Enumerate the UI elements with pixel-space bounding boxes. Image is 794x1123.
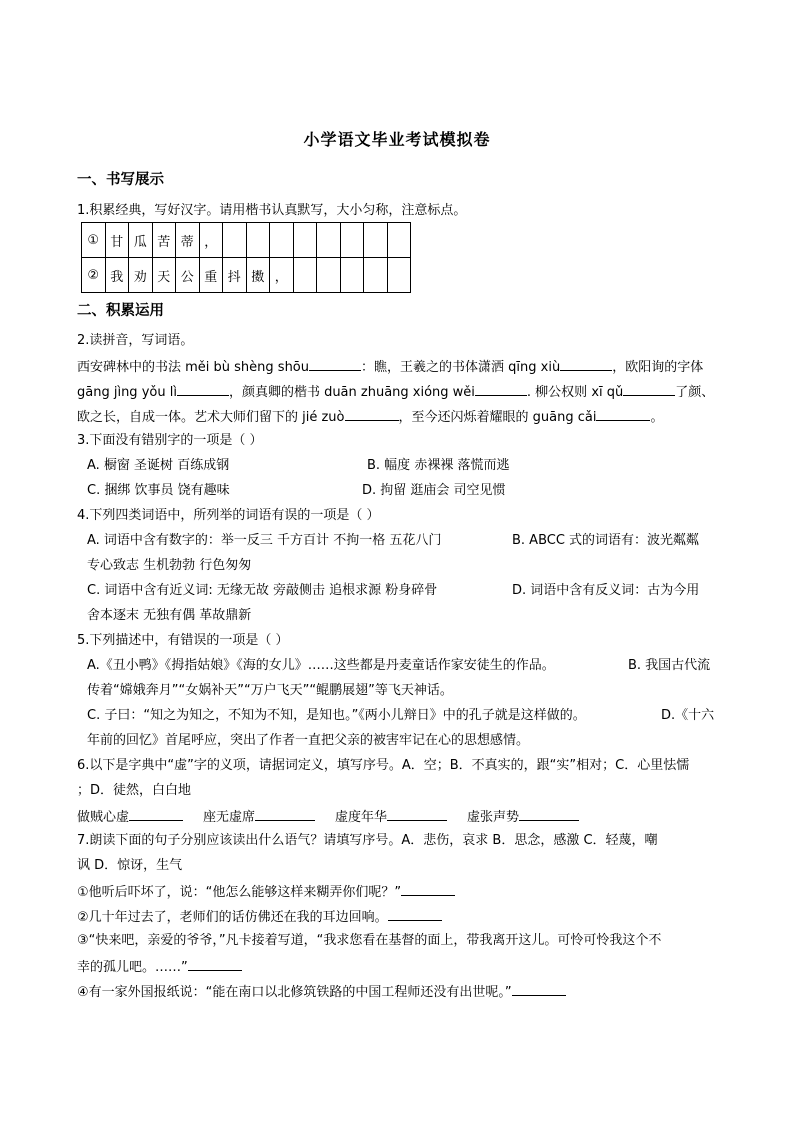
q2-line-2 [77, 381, 725, 403]
text: ，欧阳询的字体 [612, 360, 704, 375]
grid-cell[interactable] [317, 223, 341, 258]
answer-blank[interactable] [519, 806, 579, 821]
answer-blank[interactable] [129, 806, 183, 821]
grid-cell[interactable]: 抖 [223, 258, 247, 293]
grid-cell[interactable]: 擞 [246, 258, 270, 293]
text: ①他听后吓坏了，说：“他怎么能够这样来糊弄你们呢？” [77, 885, 402, 900]
q3-option-c[interactable]: C. 捆绑 饮事员 饶有趣味 [87, 483, 230, 498]
q6-prompt-cont: ；D．徒然，白白地 [77, 783, 192, 798]
text: ②几十年过去了，老师们的话仿佛还在我的耳边回响。 [77, 910, 388, 925]
text: gāng jìng yǒu lì [77, 385, 177, 400]
q4-option-b[interactable]: B. ABCC 式的词语有：波光粼粼 [512, 533, 700, 548]
grid-cell[interactable]: 蒂 [176, 223, 200, 258]
writing-grid [81, 222, 411, 293]
q6-words [77, 806, 725, 828]
answer-blank[interactable] [388, 906, 442, 921]
q4-option-d-cont: 舍本逐末 无独有偶 革故鼎新 [87, 608, 252, 623]
answer-blank[interactable] [387, 806, 447, 821]
answer-blank[interactable] [345, 406, 399, 421]
grid-cell[interactable]: ， [270, 258, 294, 293]
grid-cell[interactable] [293, 258, 317, 293]
grid-cell[interactable]: 公 [176, 258, 200, 293]
text: . 柳公权则 xī qǔ [526, 385, 624, 400]
q7-sentence-2 [77, 906, 725, 928]
grid-cell[interactable] [223, 223, 247, 258]
q3-option-a[interactable]: A. 橱窗 圣诞树 百练成钢 [87, 458, 230, 473]
grid-cell[interactable] [340, 223, 364, 258]
answer-blank[interactable] [255, 806, 315, 821]
grid-cell[interactable]: ， [199, 223, 223, 258]
text: 。 [650, 410, 664, 425]
answer-blank[interactable] [596, 406, 650, 421]
text: ，颜真卿的楷书 duān zhuāng xióng wěi [228, 385, 475, 400]
q4-option-a[interactable]: A. 词语中含有数字的：举一反三 千方百计 不拘一格 五花八门 [87, 533, 442, 548]
answer-blank[interactable] [512, 981, 566, 996]
text: 西安碑林中的书法 měi bù shèng shōu [77, 360, 310, 375]
q5-option-a[interactable]: A.《丑小鸭》《拇指姑娘》《海的女儿》……这些都是丹麦童话作家安徒生的作品。 [87, 658, 555, 673]
q5-option-b-cont: 传着“嫦娥奔月”“女娲补天”“万户飞天”“鲲鹏展翅”等飞天神话。 [87, 683, 453, 698]
text: 了颜、 [675, 385, 715, 400]
text: 幸的孤儿吧。……” [77, 960, 188, 975]
grid-cell[interactable] [364, 258, 388, 293]
q3-option-b[interactable]: B. 幅度 赤裸裸 落慌而逃 [367, 458, 510, 473]
grid-cell[interactable] [293, 223, 317, 258]
q5-option-b[interactable]: B. 我国古代流 [628, 658, 711, 673]
answer-blank[interactable] [177, 381, 229, 396]
q7-prompt: 7.朗读下面的句子分别应该读出什么语气？请填写序号。A．悲伤，哀求 B．思念，感激 C．轻蔑，嘲 [77, 833, 658, 848]
answer-blank[interactable] [623, 381, 675, 396]
grid-cell[interactable] [317, 258, 341, 293]
word: 做贼心虚 [77, 810, 130, 825]
grid-cell[interactable]: 我 [105, 258, 129, 293]
grid-cell[interactable]: 重 [199, 258, 223, 293]
grid-cell[interactable]: ① [82, 223, 106, 258]
grid-cell[interactable]: 甘 [105, 223, 129, 258]
q5-option-d[interactable]: D.《十六 [661, 708, 715, 723]
q4-option-b-cont: 专心致志 生机勃勃 行色匆匆 [87, 558, 252, 573]
answer-blank[interactable] [475, 381, 527, 396]
text: ：瞧，王羲之的书体潇洒 qīng xiù [361, 360, 561, 375]
grid-cell[interactable] [387, 223, 411, 258]
grid-cell[interactable] [364, 223, 388, 258]
q4-option-d[interactable]: D. 词语中含有反义词：古为今用 [512, 583, 700, 598]
section-heading-2: 二、积累运用 [77, 303, 164, 319]
section-heading-1: 一、书写展示 [77, 172, 164, 188]
q4-option-c[interactable]: C. 词语中含有近义词: 无缘无故 旁敲侧击 追根求源 粉身碎骨 [87, 583, 438, 598]
grid-cell[interactable] [340, 258, 364, 293]
q2-line-3 [77, 406, 725, 428]
text: ④有一家外国报纸说：“能在南口以北修筑铁路的中国工程师还没有出世呢。” [77, 985, 512, 1000]
q2-line-1 [77, 356, 725, 378]
q7-sentence-3-cont [77, 956, 725, 978]
grid-row-1 [82, 223, 411, 258]
q5-option-d-cont: 年前的回忆》首尾呼应，突出了作者一直把父亲的被害牢记在心的思想感情。 [87, 733, 530, 748]
q5-option-c[interactable]: C. 子曰：“知之为知之，不知为不知，是知也。”《两小儿辩日》中的孔子就是这样做的。 [87, 708, 586, 723]
grid-cell[interactable]: 劝 [129, 258, 153, 293]
grid-cell[interactable]: 苦 [152, 223, 176, 258]
answer-blank[interactable] [560, 356, 612, 371]
answer-blank[interactable] [401, 881, 455, 896]
grid-cell[interactable]: ② [82, 258, 106, 293]
q2-prompt: 2.读拼音，写词语。 [77, 333, 194, 348]
grid-row-2 [82, 258, 411, 293]
answer-blank[interactable] [188, 956, 242, 971]
grid-cell[interactable]: 瓜 [129, 223, 153, 258]
word: 座无虚席 [203, 810, 256, 825]
q7-prompt-cont: 讽 D．惊讶，生气 [77, 858, 183, 873]
grid-cell[interactable] [270, 223, 294, 258]
page-title: 小学语文毕业考试模拟卷 [303, 130, 491, 149]
q3-option-d[interactable]: D. 拘留 逛庙会 司空见惯 [362, 483, 506, 498]
grid-cell[interactable]: 天 [152, 258, 176, 293]
q5-prompt: 5.下列描述中，有错误的一项是（ ） [77, 633, 289, 648]
text: 欧之长，自成一体。艺术大师们留下的 jié zuò [77, 410, 345, 425]
grid-cell[interactable] [246, 223, 270, 258]
grid-cell[interactable] [387, 258, 411, 293]
q4-prompt: 4.下列四类词语中，所列举的词语有误的一项是（ ） [77, 508, 380, 523]
q7-sentence-1 [77, 881, 725, 903]
word: 虚度年华 [335, 810, 388, 825]
word: 虚张声势 [467, 810, 520, 825]
text: ，至今还闪烁着耀眼的 guāng cǎi [398, 410, 597, 425]
q3-prompt: 3.下面没有错别字的一项是（ ） [77, 433, 263, 448]
q7-sentence-4 [77, 981, 725, 1003]
answer-blank[interactable] [309, 356, 361, 371]
q6-prompt: 6.以下是字典中“虚”字的义项，请据词定义，填写序号。A．空；B．不真实的，跟“实”相对；C．心里怯懦 [77, 758, 690, 773]
q7-sentence-3: ③“快来吧，亲爱的爷爷，”凡卡接着写道，“我求您看在基督的面上，带我离开这儿。可怜可怜我这个不 [77, 933, 662, 948]
q1-prompt: 1.积累经典，写好汉字。请用楷书认真默写，大小匀称，注意标点。 [77, 203, 467, 218]
